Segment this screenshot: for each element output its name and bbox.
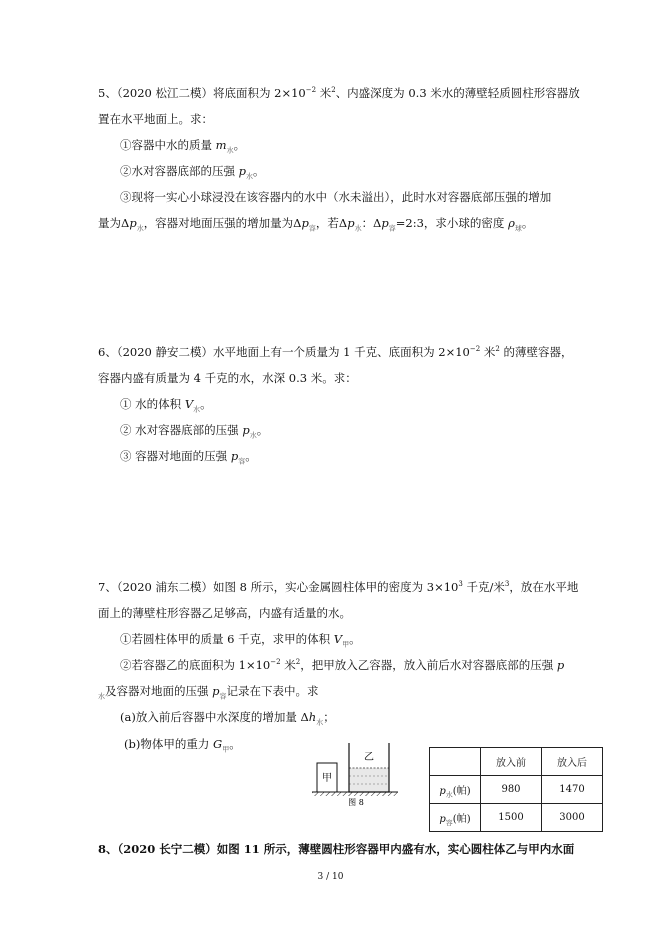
- q8-line-1: 8、（2020 长宁二模）如图 11 所示，薄壁圆柱形容器甲内盛有水，实心圆柱体乙与甲内水面: [98, 842, 575, 856]
- table-row-label: $p_水$(帕): [430, 776, 481, 804]
- table-header-cell: 放入前: [481, 748, 542, 776]
- q6-item-1: ① 水的体积 $V_水$。: [120, 397, 212, 414]
- q6-item-3: ③ 容器对地面的压强 $p_容$。: [120, 449, 257, 466]
- table-header-cell: 放入后: [542, 748, 603, 776]
- table-cell: 1500: [481, 804, 542, 832]
- label-jia: 甲: [322, 773, 332, 784]
- q6-line-2: 容器内盛有质量为 4 千克的水，水深 0.3 米。求：: [98, 371, 357, 385]
- table-row-label: $p_容$(帕): [430, 804, 481, 832]
- q6-item-2: ② 水对容器底部的压强 $p_水$。: [120, 423, 269, 440]
- q5-line-2: 置在水平地面上。求：: [98, 112, 213, 126]
- q7-subitem-b: (b)物体甲的重力 $G_甲$。: [124, 737, 241, 754]
- q6-line-1: 6、（2020 静安二模）水平地面上有一个质量为 1 千克、底面积为 $2\times 10^{-2}$ 米$^2$ 的薄壁容器，: [98, 345, 573, 359]
- table-row: [430, 804, 603, 832]
- table-cell: 3000: [542, 804, 603, 832]
- table-cell: 1470: [542, 776, 603, 804]
- q5-line-1: 5、（2020 松江二模）将底面积为 $2\times 10^{-2}$ 米$^2$、内盛深度为 0.3 米水的薄壁轻质圆柱形容器放: [98, 86, 580, 100]
- pressure-table: [429, 747, 603, 832]
- table-cell: 980: [481, 776, 542, 804]
- q7-line-2: 面上的薄壁柱形容器乙足够高，内盛有适量的水。: [98, 606, 351, 620]
- q7-subitem-a: (a)放入前后容器中水深度的增加量 $\Delta h_水$；: [120, 710, 335, 727]
- q5-item-2: ②水对容器底部的压强 $p_水$。: [120, 164, 265, 181]
- figure-caption: 图 8: [348, 798, 364, 807]
- q5-line-4: 量为$\Delta p_水$，容器对地面压强的增加量为$\Delta p_容$，若$\Delta p_水$：$\Delta p_容=2:3$，求小球的密度 $\rho_球$。: [98, 216, 534, 233]
- q7-item-1: ①若圆柱体甲的质量 6 千克，求甲的体积 $V_甲$。: [120, 632, 361, 649]
- table-row: [430, 776, 603, 804]
- q7-line-1: 7、（2020 浦东二模）如图 8 所示，实心金属圆柱体甲的密度为 $3\times 10^3$ 千克/米$^3$，放在水平地: [98, 580, 579, 594]
- figure-8: [310, 738, 410, 808]
- page-number: 3 / 10: [317, 872, 344, 882]
- label-yi: 乙: [364, 752, 374, 763]
- q5-item-3: ③现将一实心小球浸没在该容器内的水中（水未溢出），此时水对容器底部压强的增加: [120, 190, 552, 204]
- q7-line-4: $_水$及容器对地面的压强 $p_容$记录在下表中。求: [98, 684, 319, 701]
- water: [349, 768, 389, 792]
- q5-item-1: ①容器中水的质量 $m_水$。: [120, 138, 246, 155]
- table-header-cell: [430, 748, 481, 776]
- q7-item-2: ②若容器乙的底面积为 $1\times 10^{-2}$ 米$^2$，把甲放入乙容器，放入前后水对容器底部的压强 p: [120, 658, 565, 672]
- table-header-row: [430, 748, 603, 776]
